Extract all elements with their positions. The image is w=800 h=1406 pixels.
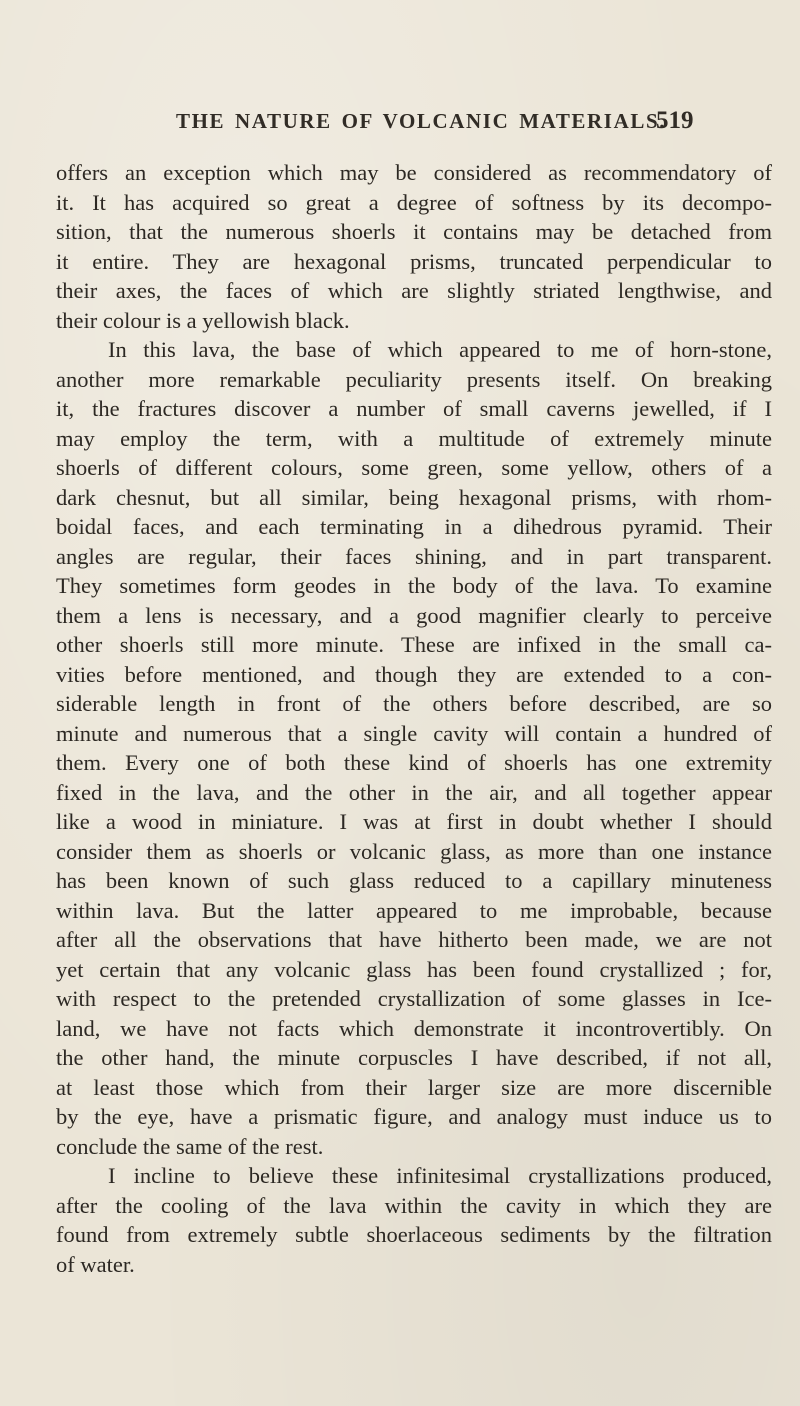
text-line: after all the observations that have hitherto been made, we are not: [56, 927, 772, 952]
page-number: 519: [656, 107, 694, 134]
text-line: it. It has acquired so great a degree of softness by its decompo-: [56, 189, 772, 215]
text-line: their colour is a yellowish black.: [56, 307, 350, 333]
text-line: land, we have not facts which demonstrate it incontrovertibly. On: [56, 1015, 772, 1041]
text-line: like a wood in miniature. I was at first in doubt whether I should: [56, 809, 772, 834]
text-line: their axes, the faces of which are slightly striated lengthwise, and: [56, 278, 772, 303]
text-line: conclude the same of the rest.: [56, 1133, 324, 1159]
text-line: the other hand, the minute corpuscles I have described, if not all,: [56, 1045, 772, 1070]
text-line: found from extremely subtle shoerlaceous sediments by the filtration: [56, 1222, 772, 1247]
text-line: at least those which from their larger size are more discernible: [56, 1074, 772, 1100]
text-line: another more remarkable peculiarity presents itself. On breaking: [56, 366, 772, 392]
text-line: has been known of such glass reduced to a capillary minuteness: [56, 868, 772, 893]
text-line: sition, that the numerous shoerls it contains may be detached from: [56, 219, 772, 244]
text-line: siderable length in front of the others before described, are so: [56, 691, 772, 716]
text-line: shoerls of different colours, some green, some yellow, others of a: [56, 455, 772, 480]
text-line: them a lens is necessary, and a good magnifier clearly to perceive: [56, 602, 772, 628]
body-text: [56, 158, 772, 1279]
text-line: after the cooling of the lava within the cavity in which they are: [56, 1192, 772, 1218]
text-line: by the eye, have a prismatic figure, and analogy must induce us to: [56, 1104, 772, 1129]
paragraph-first-line: In this lava, the base of which appeared to me of horn-stone,: [108, 337, 772, 362]
text-line: them. Every one of both these kind of shoerls has one extremity: [56, 750, 772, 775]
text-line: of water.: [56, 1251, 135, 1277]
text-line: dark chesnut, but all similar, being hexagonal prisms, with rhom-: [56, 484, 772, 510]
text-line: yet certain that any volcanic glass has been found crystallized ; for,: [56, 956, 772, 982]
text-line: boidal faces, and each terminating in a dihedrous pyramid. Their: [56, 514, 772, 539]
text-line: They sometimes form geodes in the body of the lava. To examine: [56, 573, 772, 598]
text-line: with respect to the pretended crystallization of some glasses in Ice-: [56, 986, 772, 1011]
text-line: angles are regular, their faces shining, and in part transparent.: [56, 543, 772, 569]
paragraph-first-line: I incline to believe these infinitesimal crystallizations produced,: [108, 1163, 772, 1188]
text-line: offers an exception which may be considered as recommendatory of: [56, 160, 772, 185]
text-line: other shoerls still more minute. These are infixed in the small ca-: [56, 632, 772, 657]
text-line: vities before mentioned, and though they are extended to a con-: [56, 661, 772, 687]
text-line: minute and numerous that a single cavity will contain a hundred of: [56, 720, 772, 746]
text-line: may employ the term, with a multitude of extremely minute: [56, 425, 772, 451]
running-header: [176, 109, 776, 149]
text-line: consider them as shoerls or volcanic glass, as more than one instance: [56, 838, 772, 864]
text-line: within lava. But the latter appeared to me improbable, because: [56, 897, 772, 923]
text-line: fixed in the lava, and the other in the air, and all together appear: [56, 779, 772, 805]
text-line: it entire. They are hexagonal prisms, truncated perpendicular to: [56, 248, 772, 274]
text-line: it, the fractures discover a number of small caverns jewelled, if I: [56, 396, 772, 421]
running-title: THE NATURE OF VOLCANIC MATERIALS.: [176, 109, 667, 133]
